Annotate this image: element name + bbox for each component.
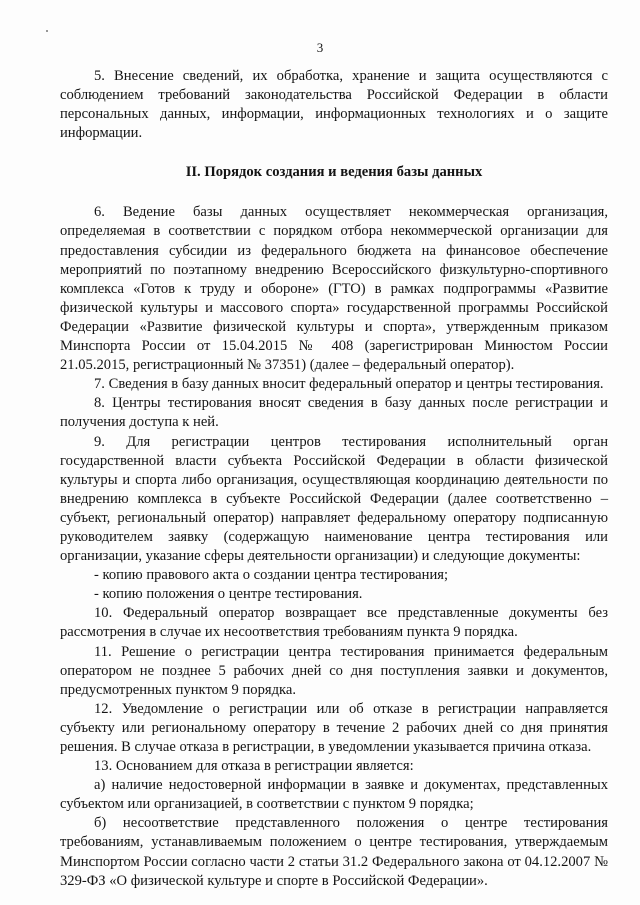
paragraph-13-a: а) наличие недостоверной информации в заявке и документах, представленных субъектом или организацией, в соответствии с пунктом 9 порядка; (60, 777, 608, 813)
document-body (60, 67, 608, 891)
paragraph-10: 10. Федеральный оператор возвращает все представленные документы без рассмотрения в случае их несоответствия требованиям пункта 9 порядка. (60, 605, 608, 641)
paragraph-11: 11. Решение о регистрации центра тестирования принимается федеральным оператором не позднее 5 рабочих дней со дня поступления заявки и документов, предусмотренных пунктом 9 порядка. (60, 643, 608, 698)
paragraph-9-item-1: - копию правового акта о создании центра тестирования; (94, 567, 449, 584)
paragraph-6: 6. Ведение базы данных осуществляет некоммерческая организация, определяемая в соответствии с порядком отбора некоммерческой организации для предоставления субсидии из федерального бюджета на финансовое обеспечение мероприятий по поэтапному внедрению Всероссийского физкультурно-спортивного комплекса «Готов к труду и обороне» (ГТО) в рамках подпрограммы «Развитие физической культуры и массового спорта» государственной программы Российской Федерации «Развитие физической культуры и спорта», утвержденным приказом Минспорта России от 15.04.2015 № 408 (зарегистрирован Минюстом России 21.05.2015, регистрационный № 37351) (далее – федеральный оператор). (60, 204, 608, 374)
page-number: 3 (316, 40, 324, 55)
paragraph-13-b: б) несоответствие представленного положения о центре тестирования требованиям, устанавливаемым положением о центре тестирования, утверждаемым Минспортом России согласно части 2 статьи 31.2 Федерального закона от 04.12.2007 № 329-ФЗ «О физической культуре и спорте в Российской Федерации». (60, 815, 608, 889)
paragraph-9-item-2: - копию положения о центре тестирования. (94, 586, 363, 603)
paragraph-8: 8. Центры тестирования вносят сведения в базу данных после регистрации и получения доступа к ней. (60, 395, 608, 431)
paragraph-12: 12. Уведомление о регистрации или об отказе в регистрации направляется субъекту или региональному оператору в течение 2 рабочих дней со дня принятия решения. В случае отказа в регистрации, в уведомлении указывается причина отказа. (60, 700, 608, 755)
paragraph-7: 7. Сведения в базу данных вносит федеральный оператор и центры тестирования. (94, 376, 604, 393)
paragraph-5: 5. Внесение сведений, их обработка, хранение и защита осуществляются с соблюдением требований законодательства Российской Федерации в области персональных данных, информации, информационных технологиях и о защите информации. (60, 68, 608, 142)
paragraph-13: 13. Основанием для отказа в регистрации является: (94, 758, 414, 775)
section-heading: II. Порядок создания и ведения базы данных (185, 164, 483, 181)
paragraph-9: 9. Для регистрации центров тестирования исполнительный орган государственной власти субъекта Российской Федерации в области физической культуры и спорта либо организация, осуществляющая координацию деятельности по внедрению комплекса в субъекте Российской Федерации (далее соответственно – субъект, региональный оператор) направляет федеральному оператору подписанную руководителем заявку (содержащую наименование центра тестирования или организации, указание сферы деятельности организации) и следующие документы: (60, 433, 608, 565)
scan-speck (46, 30, 48, 32)
